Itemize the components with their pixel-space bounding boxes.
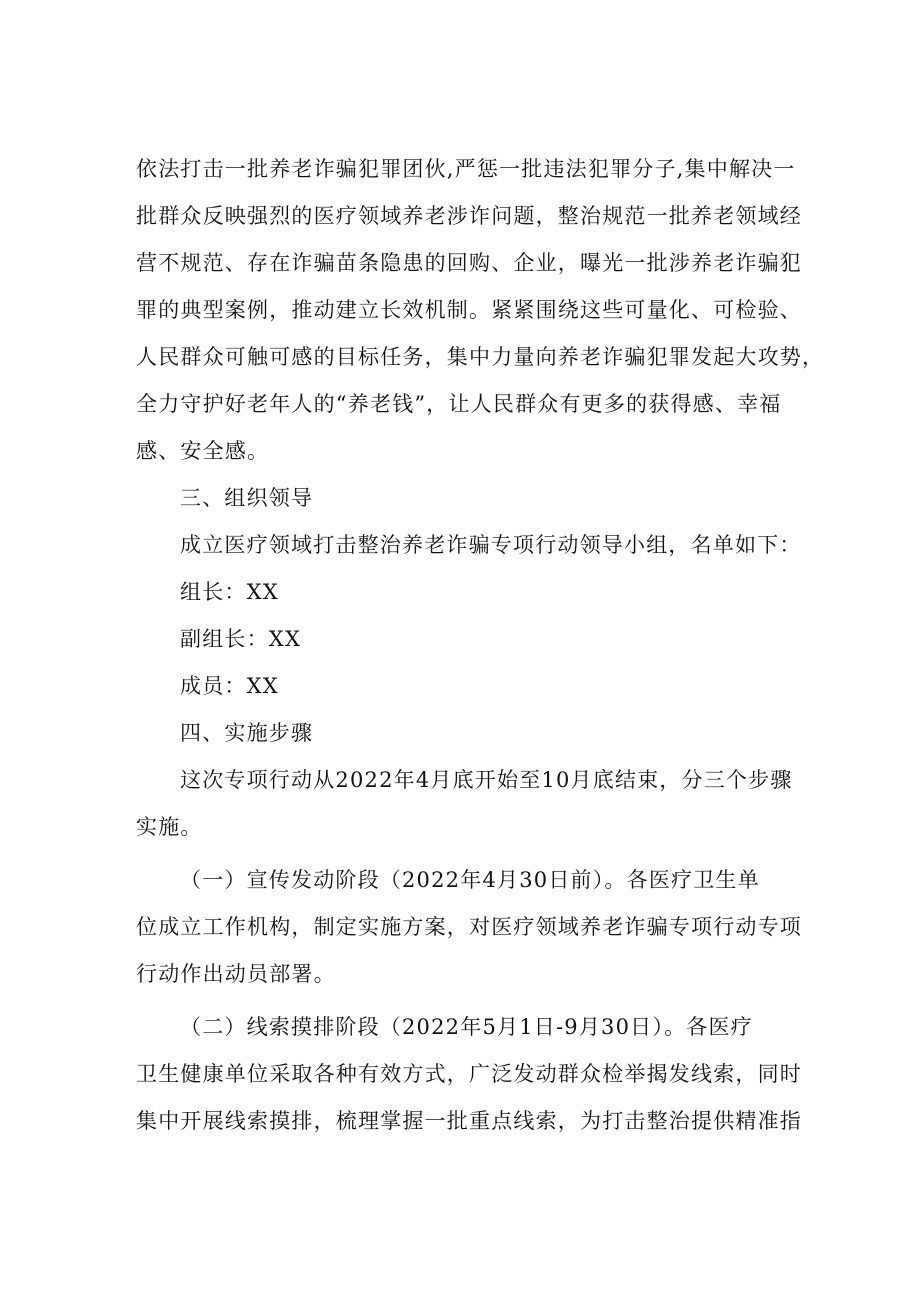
body-line-16: 集中开展线索摸排，梳理掌握一批重点线索，为打击整治提供精准指 [136,1109,802,1133]
deputy-leader-line: 副组长：XX [180,627,302,651]
body-line-13: 行动作出动员部署。 [136,962,336,986]
body-line-9: 这次专项行动从2022年4月底开始至10月底结束，分三个步骤 [180,768,793,792]
body-line-7: 感、安全感。 [136,439,270,463]
body-line-14: （二）线索摸排阶段（2022年5月1日-9月30日）。各医疗 [180,1015,753,1039]
section-heading-3: 三、组织领导 [180,486,314,510]
section-heading-4: 四、实施步骤 [180,721,314,745]
body-line-3: 营不规范、存在诈骗苗条隐患的回购、企业，曝光一批涉养老诈骗犯 [136,251,802,275]
body-line-8: 成立医疗领域打击整治养老诈骗专项行动领导小组，名单如下： [180,533,802,557]
body-line-11: （一）宣传发动阶段（2022年4月30日前）。各医疗卫生单 [180,868,760,892]
body-line-10: 实施。 [136,815,203,839]
body-line-4: 罪的典型案例，推动建立长效机制。紧紧围绕这些可量化、可检验、 [136,298,802,322]
body-line-1: 依法打击一批养老诈骗犯罪团伙,严惩一批违法犯罪分子,集中解决一 [136,157,796,181]
members-line: 成员：XX [180,674,279,698]
body-line-12: 位成立工作机构，制定实施方案，对医疗领域养老诈骗专项行动专项 [136,915,802,939]
body-line-6: 全力守护好老年人的“养老钱”，让人民群众有更多的获得感、幸福 [136,392,782,416]
body-line-15: 卫生健康单位采取各种有效方式，广泛发动群众检举揭发线索，同时 [136,1062,802,1086]
body-line-2: 批群众反映强烈的医疗领域养老涉诈问题，整治规范一批养老领域经 [136,204,802,228]
group-leader-line: 组长：XX [180,580,279,604]
body-line-5: 人民群众可触可感的目标任务，集中力量向养老诈骗犯罪发起大攻势， [136,345,825,369]
